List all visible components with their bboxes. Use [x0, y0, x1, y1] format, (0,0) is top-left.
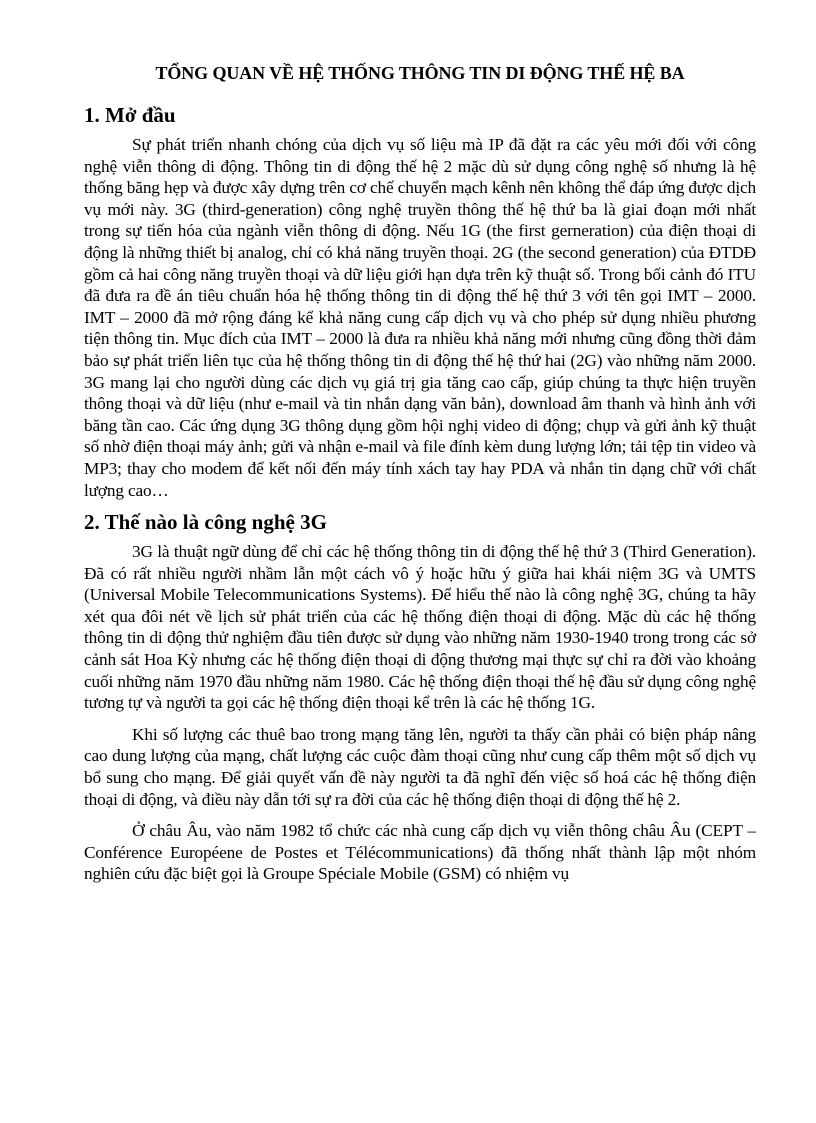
paragraph: Sự phát triển nhanh chóng của dịch vụ số liệu mà IP đã đặt ra các yêu mới đối với công nghệ viễn thông di động. Thông tin di động thế hệ 2 mặc dù sử dụng công nghệ số nhưng là hệ thống băng hẹp và được xây dựng trên cơ chế chuyển mạch kênh nên không thể đáp ứng được dịch vụ mới này. 3G (third-generation) công nghệ truyền thông thế hệ thứ ba là giai đoạn mới nhất trong sự tiến hóa của ngành viễn thông di động. Nếu 1G (the first gerneration) của điện thoại di động là những thiết bị analog, chỉ có khả năng truyền thoại. 2G (the second generation) của ĐTDĐ gồm cả hai công năng truyền thoại và dữ liệu giới hạn dựa trên kỹ thuật số. Trong bối cảnh đó ITU đã đưa ra đề án tiêu chuẩn hóa hệ thống thông tin di động thế hệ thứ 3 với tên gọi IMT – 2000. IMT – 2000 đã mở rộng đáng kể khả năng cung cấp dịch vụ và cho phép sử dụng nhiều phương tiện thông tin. Mục đích của IMT – 2000 là đưa ra nhiều khả năng mới nhưng cũng đồng thời đảm bảo sự phát triển liên tục của hệ thống thông tin di động thế hệ thứ hai (2G) vào những năm 2000. 3G mang lại cho người dùng các dịch vụ giá trị gia tăng cao cấp, giúp chúng ta thực hiện truyền thông thoại và dữ liệu (như e-mail và tin nhắn dạng văn bản), download âm thanh và hình ảnh với băng tần cao. Các ứng dụng 3G thông dụng gồm hội nghị video di động; chụp và gửi ảnh kỹ thuật số nhờ điện thoại máy ảnh; gửi và nhận e-mail và file đính kèm dung lượng lớn; tải tệp tin video và MP3; thay cho modem để kết nối đến máy tính xách tay hay PDA và nhắn tin dạng chữ với chất lượng cao… — [84, 135, 757, 500]
paragraph: Khi số lượng các thuê bao trong mạng tăng lên, người ta thấy cần phải có biện pháp nâng cao dung lượng của mạng, chất lượng các cuộc đàm thoại cũng như cung cấp thêm một số dịch vụ bổ sung cho mạng. Để giải quyết vấn đề này người ta đã nghĩ đến việc số hoá các hệ thống điện thoại di động, và điều này dẫn tới sự ra đời của các hệ thống điện thoại di động thế hệ 2. — [84, 724, 756, 809]
paragraph: 3G là thuật ngữ dùng để chỉ các hệ thống thông tin di động thế hệ thứ 3 (Third Generation). Đã có rất nhiều người nhầm lẫn một cách vô ý hoặc hữu ý giữa hai khái niệm 3G và UMTS (Universal Mobile Telecommunications Systems). Để hiểu thế nào là công nghệ 3G, chúng ta hãy xét qua đôi nét về lịch sử phát triển của các hệ thống điện thoại di động. Mặc dù các hệ thống thông tin di động thử nghiệm đầu tiên được sử dụng vào những năm 1930-1940 trong trong các sở cảnh sát Hoa Kỳ nhưng các hệ thống điện thoại di động thương mại thực sự chỉ ra đời vào khoảng cuối những năm 1970 đầu những năm 1980. Các hệ thống điện thoại thế hệ đầu sử dụng công nghệ tương tự và người ta gọi các hệ thống điện thoại kể trên là các hệ thống 1G. — [84, 542, 756, 713]
section-intro — [84, 100, 756, 501]
document-page — [84, 60, 756, 891]
section-heading-intro: 1. Mở đầu — [84, 103, 176, 127]
section-heading-3g: 2. Thế nào là công nghệ 3G — [84, 510, 327, 535]
paragraph: Ở châu Âu, vào năm 1982 tổ chức các nhà cung cấp dịch vụ viễn thông châu Âu (CEPT – Conférence Européene de Postes et Télécommunications) đã thống nhất thành lập một nhóm nghiên cứu đặc biệt gọi là Groupe Spéciale Mobile (GSM) có nhiệm vụ — [84, 821, 756, 884]
document-title: TỔNG QUAN VỀ HỆ THỐNG THÔNG TIN DI ĐỘNG THẾ HỆ BA — [155, 63, 685, 83]
section-3g-definition — [84, 507, 756, 885]
